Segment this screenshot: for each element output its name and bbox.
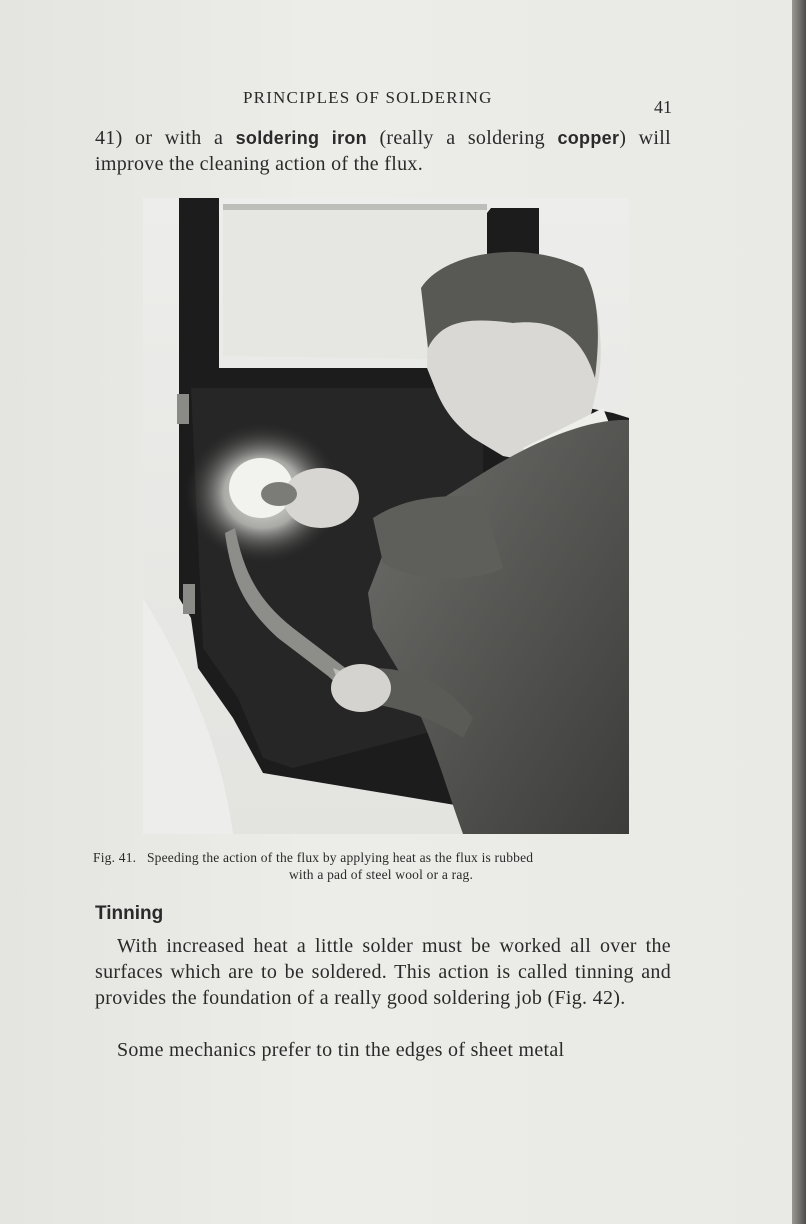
body-paragraph-2 [95,933,671,1011]
body-paragraph-3 [95,1037,671,1063]
running-head: PRINCIPLES OF SOLDERING [243,88,493,107]
para2-text: With increased heat a little solder must be worked all over the surfaces which are to be soldered. This action is called tinning and provides the foundation of a really good soldering job (Fig. 42). [95,935,671,1009]
book-spine-edge [792,0,806,1224]
para1-text-a: 41) or with a [95,127,236,149]
term-soldering-iron: soldering iron [235,128,367,148]
term-copper: copper [557,128,620,148]
figure-caption [93,849,669,883]
soldering-photo-illustration [143,198,629,834]
caption-line-2: with a pad of steel wool or a rag. [288,867,474,882]
para1-text-b: (really a soldering [366,127,558,149]
figure-photo [143,198,629,834]
caption-line-1: Fig. 41. Speeding the action of the flux by applying heat as the flux is rubbed [93,850,534,865]
page-number: 41 [654,97,672,117]
section-heading: Tinning [95,903,164,924]
body-paragraph-1 [95,125,671,177]
para3-text: Some mechanics prefer to tin the edges of sheet metal [117,1039,565,1061]
para1-text-c: ) will improve the cleaning action of the flux. [95,127,671,175]
